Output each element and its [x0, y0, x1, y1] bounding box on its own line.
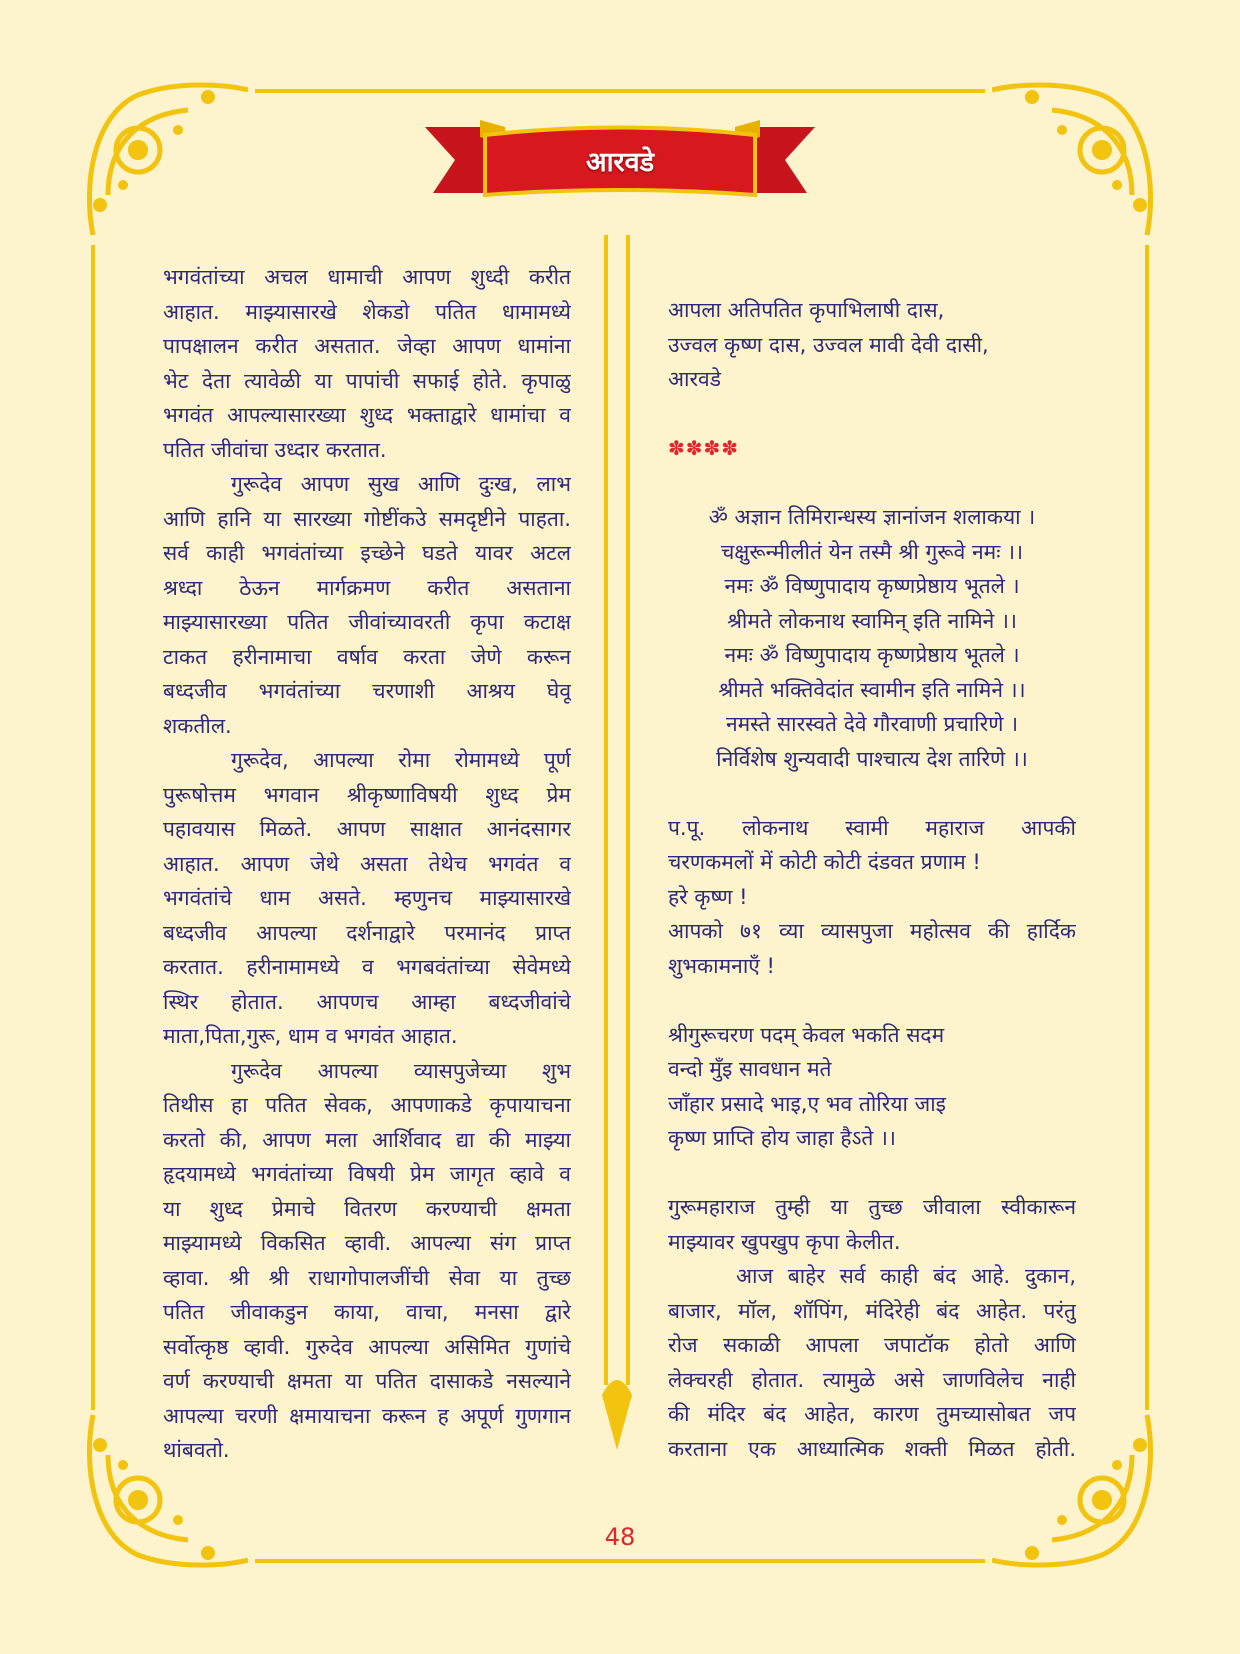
text-line: नमः ॐ विष्णुपादाय कृष्णप्रेष्ठाय भूतले । [724, 643, 1020, 667]
text-line: तिथीस हा पतित सेवक, आपणाकडे कृपायाचना [163, 1093, 571, 1117]
text-line: भगवंतांच्या अचल धामाची आपण शुध्दी करीत [163, 265, 571, 289]
text-line: आणि हानि या सारख्या गोष्टींकउे समदृष्टीने पाहता. [163, 506, 571, 531]
text-line: थांबवतो. [163, 1438, 230, 1462]
blank-line [668, 466, 1076, 501]
text-line: सर्व काही भगवंतांच्या इच्छेने घडते यावर अटल [163, 541, 571, 565]
blank-line [668, 983, 1076, 1018]
text-line: करताना एक आध्यात्मिक शक्ती मिळत होती. [668, 1436, 1076, 1461]
text-line: आहात. माझ्यासारखे शेकडो पतित धामामध्ये [163, 299, 571, 324]
text-line: गुरूदेव, आपल्या रोमा रोमामध्ये पूर्ण [231, 748, 571, 772]
page-title: आरवडे [585, 147, 655, 178]
text-line: रोज सकाळी आपला जपाटॉक होतो आणि [668, 1333, 1076, 1357]
text-line: शकतील. [163, 713, 232, 738]
text-line: वर्ण करण्याची क्षमता या पतित दासाकडे नसल्याने [163, 1369, 571, 1393]
text-line: ॐ अज्ञान तिमिरान्धस्य ज्ञानांजन शलाकया । [708, 505, 1036, 529]
text-line: लेक्चरही होतात. त्यामुळे असे जाणविलेच नाही [668, 1367, 1076, 1392]
text-line: चक्षुरून्मीलीतं येन तस्मै श्री गुरूवे नमः ।। [720, 539, 1024, 564]
frame-top-line [255, 89, 985, 93]
text-line: आपल्या चरणी क्षमायाचना करून ह अपूर्ण गुणगान [163, 1403, 571, 1428]
text-line: बध्दजीव आपल्या दर्शनाद्वारे परमानंद प्राप्त [163, 920, 571, 945]
text-line: करतो की, आपण मला आर्शिवाद द्या की माझ्या [163, 1127, 571, 1152]
title-banner [425, 115, 815, 210]
text-line: हरे कृष्ण ! [668, 884, 748, 909]
corner-ornament-top-left [78, 75, 248, 245]
text-line: पतित जीवाकडुन काया, वाचा, मनसा द्वारे [163, 1300, 571, 1324]
text-line: पहावयास मिळते. आपण साक्षात आनंदसागर [163, 817, 571, 841]
blank-line [668, 397, 1076, 432]
text-line: व्हावा. श्री श्री राधागोपालजींची सेवा या तुच्छ [163, 1265, 571, 1290]
text-line: आज बाहेर सर्व काही बंद आहे. दुकान, [736, 1264, 1076, 1288]
text-line: श्रीगुरूचरण पदम् केवल भकति सदम [668, 1022, 945, 1047]
text-line: आहात. आपण जेथे असता तेथेच भगवंत व [163, 851, 571, 876]
text-line: पापक्षालन करीत असतात. जेव्हा आपण धामांना [163, 334, 571, 358]
text-line: की मंदिर बंद आहेत, कारण तुमच्यासोबत जप [668, 1402, 1076, 1426]
left-column [163, 260, 571, 1468]
text-line: चरणकमलों में कोटी कोटी दंडवत प्रणाम ! [668, 850, 981, 874]
text-line: माझ्यामध्ये विकसित व्हावी. आपल्या संग प्राप्त [163, 1231, 571, 1255]
text-line: जाँहार प्रसादे भाइ,ए भव तोरिया जाइ [668, 1091, 946, 1116]
text-line: शुभकामनाएँ ! [668, 953, 775, 978]
text-line: गुरूदेव आपल्या व्यासपुजेच्या शुभ [231, 1058, 571, 1083]
text-line: गुरूदेव आपण सुख आणि दुःख, लाभ [231, 472, 571, 496]
text-line: टाकत हरीनामाचा वर्षाव करता जेणे करून [163, 644, 571, 669]
text-line: बाजार, मॉल, शॉपिंग, मंदिरेही बंद आहेत. परंतु [668, 1298, 1076, 1323]
text-line: कृष्ण प्राप्ति होय जाहा हैऽते ।। [668, 1126, 896, 1150]
text-line: माझ्यावर खुपखुप कृपा केलीत. [668, 1229, 901, 1254]
page-number: 48 [604, 1523, 636, 1551]
text-line: हृदयामध्ये भगवंतांच्या विषयी प्रेम जागृत व्हावे व [163, 1162, 571, 1186]
text-line: आरवडे [668, 367, 721, 391]
text-line: माझ्यासारख्या पतित जीवांच्यावरती कृपा कटाक्ष [163, 610, 571, 634]
text-line: माता,पिता,गुरू, धाम व भगवंत आहात. [163, 1024, 458, 1048]
text-line: बध्दजीव भगवंतांच्या चरणाशी आश्रय घेवू [163, 679, 571, 703]
text-line: करतात. हरीनामामध्ये व भगबवंतांच्या सेवेमध्ये [163, 955, 571, 979]
blank-line [668, 1156, 1076, 1191]
text-line: सर्वोत्कृष्ठ व्हावी. गुरुदेव आपल्या असिमित गुणांचे [163, 1334, 571, 1359]
text-line: भेट देता त्यावेळी या पापांची सफाई होते. कृपाळु [163, 368, 571, 393]
text-line: नमः ॐ विष्णुपादाय कृष्णप्रेष्ठाय भूतले । [724, 574, 1020, 598]
frame-left-line [91, 245, 95, 1410]
text-line: पुरूषोत्तम भगवान श्रीकृष्णाविषयी शुध्द प्रेम [163, 782, 571, 807]
text-line: श्रध्दा ठेऊन मार्गक्रमण करीत असताना [163, 575, 571, 600]
text-line: स्थिर होतात. आपणच आम्हा बध्दजीवांचे [163, 989, 571, 1014]
text-line: निर्विशेष शुन्यवादी पाश्चात्य देश तारिणे ।। [716, 746, 1028, 771]
text-line: पतित जीवांचा उध्दार करतात. [163, 437, 387, 462]
text-line: या शुध्द प्रेमाचे वितरण करण्याची क्षमता [163, 1196, 571, 1221]
text-line: भगवंतांचे धाम असते. म्हणुनच माझ्यासारखे [163, 886, 571, 910]
frame-bottom-line [255, 1559, 985, 1563]
right-column [668, 293, 1076, 1466]
blank-line [668, 776, 1076, 811]
text-line: उज्वल कृष्ण दास, उज्वल मावी देवी दासी, [668, 332, 989, 357]
frame-right-line [1145, 245, 1149, 1410]
corner-ornament-top-right [992, 75, 1162, 245]
text-line: श्रीमते लोकनाथ स्वामिन् इति नामिने ।। [727, 608, 1017, 633]
text-line: श्रीमते भक्तिवेदांत स्वामीन इति नामिने ।। [718, 677, 1026, 702]
section-separator: ✽✽✽✽ [668, 436, 740, 460]
text-line: प.पू. लोकनाथ स्वामी महाराज आपकी [668, 815, 1076, 840]
text-line: नमस्ते सारस्वते देवे गौरवाणी प्रचारिणे । [725, 712, 1019, 736]
text-line: गुरूमहाराज तुम्ही या तुच्छ जीवाला स्वीकारून [668, 1195, 1076, 1219]
text-line: आपला अतिपतित कृपाभिलाषी दास, [668, 298, 945, 322]
text-line: वन्दो मुँइ सावधान मते [668, 1057, 832, 1081]
text-line: आपको ७१ व्या व्यासपुजा महोत्सव की हार्दिक [668, 919, 1076, 943]
column-divider [598, 235, 636, 1455]
text-line: भगवंत आपल्यासारख्या शुध्द भक्ताद्वारे धामांचा व [163, 403, 571, 427]
